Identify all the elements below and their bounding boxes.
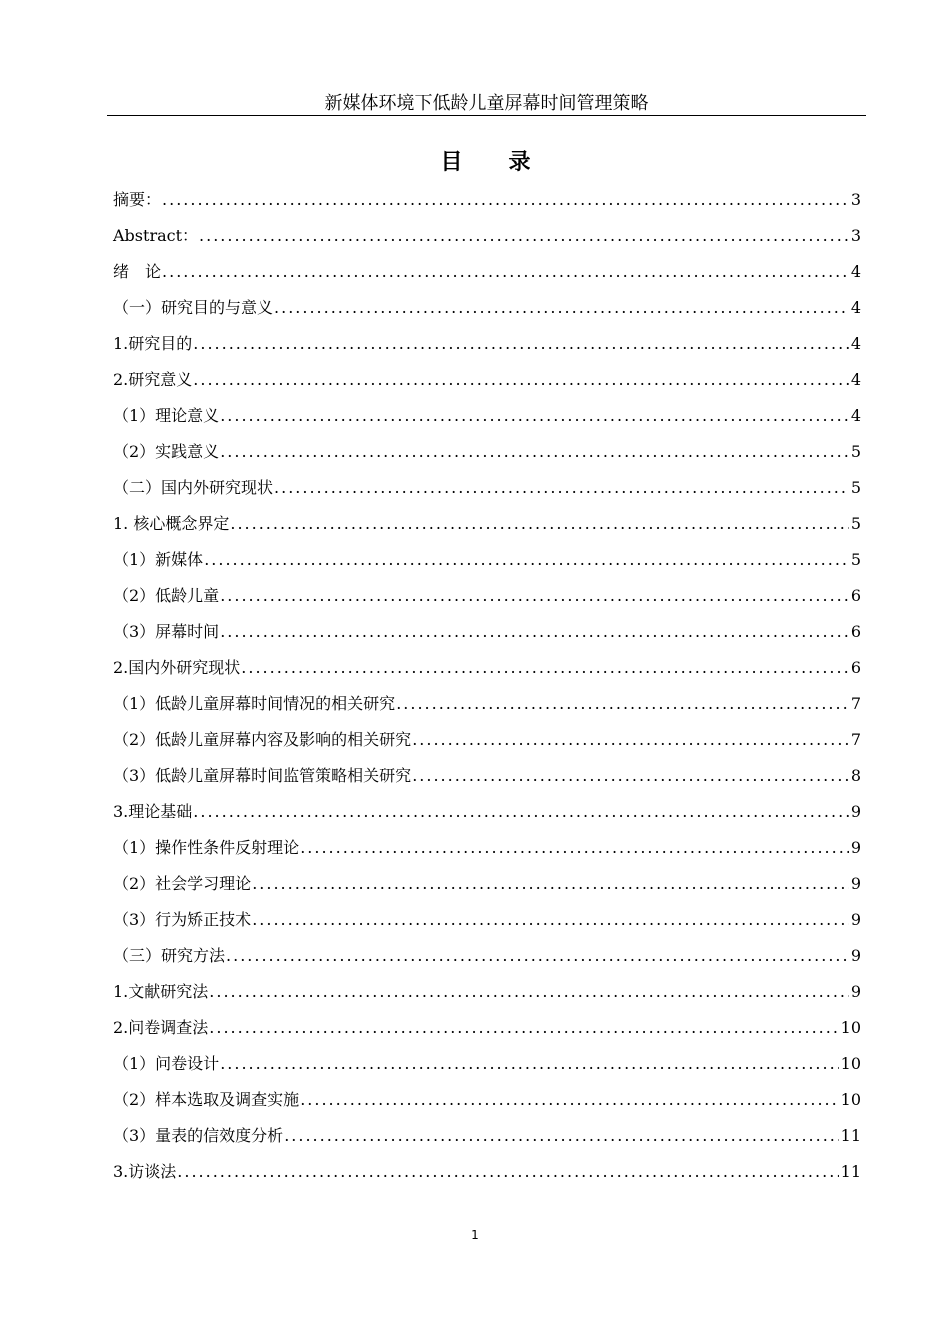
toc-entry[interactable] — [113, 904, 861, 940]
toc-leader-dots — [284, 1120, 838, 1152]
toc-entry[interactable] — [113, 364, 861, 400]
toc-leader-dots — [412, 760, 849, 792]
toc-entry-label: （1）新媒体 — [113, 550, 204, 569]
toc-leader-dots — [220, 436, 849, 468]
toc-entry-page: 7 — [850, 694, 861, 713]
toc-leader-dots — [220, 400, 849, 432]
toc-leader-dots — [300, 832, 849, 864]
toc-entry[interactable] — [113, 400, 861, 436]
toc-entry[interactable] — [113, 760, 861, 796]
toc-entry-page: 9 — [850, 838, 861, 857]
toc-entry-label: 摘要： — [113, 190, 162, 209]
toc-entry[interactable] — [113, 616, 861, 652]
toc-entry[interactable] — [113, 1012, 861, 1048]
toc-entry[interactable] — [113, 292, 861, 328]
toc-entry-label: （2）样本选取及调查实施 — [113, 1090, 300, 1109]
toc-entry-page: 9 — [850, 982, 861, 1001]
toc-entry-label: 2.国内外研究现状 — [113, 658, 241, 677]
toc-entry-page: 7 — [850, 730, 861, 749]
toc-entry-page: 10 — [840, 1018, 861, 1037]
toc-entry-label: （一）研究目的与意义 — [113, 298, 274, 317]
toc-entry-page: 9 — [850, 946, 861, 965]
toc-entry[interactable] — [113, 436, 861, 472]
toc-entry-label: （1）理论意义 — [113, 406, 220, 425]
toc-entry[interactable] — [113, 1120, 861, 1156]
toc-title-part1: 目 — [440, 150, 465, 175]
toc-entry[interactable] — [113, 472, 861, 508]
toc-entry-label: 3.理论基础 — [113, 802, 193, 821]
toc-entry[interactable] — [113, 1156, 861, 1192]
toc-entry-label: （2）社会学习理论 — [113, 874, 252, 893]
toc-entry-page: 10 — [840, 1054, 861, 1073]
toc-entry-page: 9 — [850, 802, 861, 821]
toc-entry-label: （2）低龄儿童屏幕内容及影响的相关研究 — [113, 730, 412, 749]
toc-entry[interactable] — [113, 256, 861, 292]
toc-entry[interactable] — [113, 652, 861, 688]
toc-entry[interactable] — [113, 328, 861, 364]
toc-entry-page: 11 — [840, 1126, 861, 1145]
toc-leader-dots — [209, 1012, 838, 1044]
toc-leader-dots — [193, 796, 849, 828]
toc-entry[interactable] — [113, 868, 861, 904]
toc-leader-dots — [162, 256, 849, 288]
toc-entry-page: 6 — [850, 622, 861, 641]
toc-entry-label: （3）低龄儿童屏幕时间监管策略相关研究 — [113, 766, 412, 785]
toc-entry[interactable] — [113, 580, 861, 616]
toc-entry[interactable] — [113, 544, 861, 580]
toc-entry-page: 4 — [850, 406, 861, 425]
toc-leader-dots — [252, 904, 849, 936]
toc-entry-page: 10 — [840, 1090, 861, 1109]
toc-entry[interactable] — [113, 184, 861, 220]
toc-leader-dots — [252, 868, 849, 900]
toc-entry-label: （1）问卷设计 — [113, 1054, 220, 1073]
toc-entry-page: 3 — [850, 226, 861, 245]
toc-entry[interactable] — [113, 796, 861, 832]
toc-entry-page: 9 — [850, 874, 861, 893]
toc-leader-dots — [226, 940, 849, 972]
toc-entry-label: Abstract： — [113, 226, 199, 245]
header-divider — [107, 115, 866, 116]
toc-list — [113, 184, 861, 1192]
toc-entry-label: 1.文献研究法 — [113, 982, 209, 1001]
toc-entry-page: 8 — [850, 766, 861, 785]
toc-entry[interactable] — [113, 1084, 861, 1120]
toc-leader-dots — [274, 292, 849, 324]
toc-entry-label: 绪 论 — [113, 262, 162, 281]
toc-entry-label: （二）国内外研究现状 — [113, 478, 274, 497]
toc-entry-label: 3.访谈法 — [113, 1162, 177, 1181]
toc-entry-page: 5 — [850, 550, 861, 569]
toc-entry-label: （1）低龄儿童屏幕时间情况的相关研究 — [113, 694, 396, 713]
toc-title — [107, 148, 866, 178]
toc-leader-dots — [220, 616, 849, 648]
toc-leader-dots — [396, 688, 849, 720]
toc-entry[interactable] — [113, 940, 861, 976]
toc-entry-label: （3）行为矫正技术 — [113, 910, 252, 929]
toc-entry[interactable] — [113, 508, 861, 544]
toc-entry[interactable] — [113, 976, 861, 1012]
toc-entry-page: 5 — [850, 478, 861, 497]
toc-entry-label: （1）操作性条件反射理论 — [113, 838, 300, 857]
toc-entry-label: （3）屏幕时间 — [113, 622, 220, 641]
toc-leader-dots — [204, 544, 849, 576]
toc-entry-page: 6 — [850, 658, 861, 677]
toc-leader-dots — [220, 1048, 838, 1080]
toc-leader-dots — [241, 652, 849, 684]
running-header: 新媒体环境下低龄儿童屏幕时间管理策略 — [324, 93, 649, 114]
toc-leader-dots — [300, 1084, 838, 1116]
toc-entry-label: （3）量表的信效度分析 — [113, 1126, 284, 1145]
toc-entry[interactable] — [113, 220, 861, 256]
toc-entry-page: 5 — [850, 514, 861, 533]
toc-title-part2: 录 — [508, 150, 533, 175]
toc-entry-label: （2）低龄儿童 — [113, 586, 220, 605]
toc-entry-page: 4 — [850, 298, 861, 317]
toc-leader-dots — [193, 328, 849, 360]
toc-leader-dots — [412, 724, 849, 756]
toc-entry-page: 4 — [850, 262, 861, 281]
toc-leader-dots — [209, 976, 849, 1008]
toc-entry-page: 3 — [850, 190, 861, 209]
toc-entry-page: 9 — [850, 910, 861, 929]
page-number: 1 — [471, 1228, 479, 1242]
toc-entry-label: 1. 核心概念界定 — [113, 514, 230, 533]
toc-entry-label: （三）研究方法 — [113, 946, 226, 965]
toc-leader-dots — [220, 580, 849, 612]
toc-leader-dots — [230, 508, 848, 540]
toc-entry[interactable] — [113, 1048, 861, 1084]
toc-leader-dots — [177, 1156, 838, 1188]
toc-entry-page: 4 — [850, 370, 861, 389]
toc-entry[interactable] — [113, 724, 861, 760]
toc-entry-page: 6 — [850, 586, 861, 605]
toc-entry-page: 5 — [850, 442, 861, 461]
toc-entry[interactable] — [113, 688, 861, 724]
toc-leader-dots — [274, 472, 849, 504]
toc-entry-page: 11 — [840, 1162, 861, 1181]
toc-entry-label: 1.研究目的 — [113, 334, 193, 353]
toc-entry-page: 4 — [850, 334, 861, 353]
toc-entry-label: 2.研究意义 — [113, 370, 193, 389]
toc-entry-label: （2）实践意义 — [113, 442, 220, 461]
toc-leader-dots — [199, 220, 849, 252]
toc-entry-label: 2.问卷调查法 — [113, 1018, 209, 1037]
toc-leader-dots — [162, 184, 849, 216]
toc-leader-dots — [193, 364, 849, 396]
toc-entry[interactable] — [113, 832, 861, 868]
